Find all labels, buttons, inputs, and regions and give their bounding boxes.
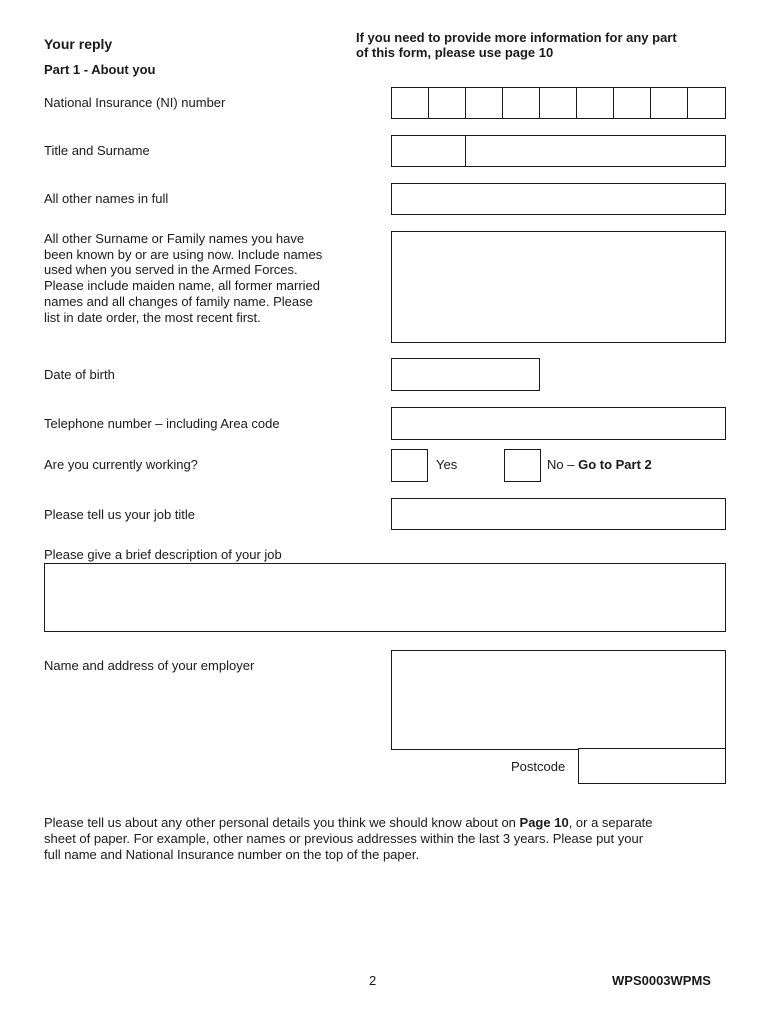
other-names-input[interactable] [391, 183, 726, 215]
job-title-label: Please tell us your job title [44, 507, 196, 522]
employer-input[interactable] [391, 650, 726, 750]
title-input[interactable] [391, 135, 466, 167]
form-code: WPS0003WPMS [612, 973, 711, 988]
more-info-note [356, 30, 677, 60]
note-line-3: full name and National Insurance number on the top of the paper. [44, 846, 420, 862]
family-names-line: used when you served in the Armed Forces. [44, 262, 298, 278]
telephone-input[interactable] [391, 407, 726, 440]
surname-input[interactable] [465, 135, 726, 167]
postcode-input[interactable] [578, 748, 726, 784]
yes-checkbox[interactable] [391, 449, 428, 482]
go-to-part-2: Go to Part 2 [578, 457, 652, 472]
ni-cell-8[interactable] [651, 88, 688, 118]
ni-cell-1[interactable] [392, 88, 429, 118]
family-names-line: Please include maiden name, all former married [44, 278, 321, 294]
page-number: 2 [369, 973, 377, 988]
family-names-line: been known by or are using now. Include names [44, 246, 323, 262]
page-10-ref: Page 10 [519, 815, 569, 830]
job-description-label: Please give a brief description of your job [44, 547, 282, 562]
other-names-label: All other names in full [44, 191, 169, 206]
no-label-prefix: No – [547, 457, 579, 472]
dob-label: Date of birth [44, 367, 115, 382]
ni-cell-7[interactable] [614, 88, 651, 118]
employer-label: Name and address of your employer [44, 658, 255, 673]
job-description-input[interactable] [44, 563, 726, 632]
ni-number-label: National Insurance (NI) number [44, 95, 226, 110]
ni-number-input[interactable] [391, 87, 726, 119]
ni-cell-3[interactable] [466, 88, 503, 118]
note-line-1-pre: Please tell us about any other personal details you think we should know about on [44, 815, 520, 830]
more-info-line1: If you need to provide more information for any part [356, 30, 677, 45]
note-line-1 [44, 815, 734, 831]
dob-input[interactable] [391, 358, 540, 391]
note-line-2: sheet of paper. For example, other names or previous addresses within the last 3 years. Please put your [44, 830, 644, 846]
yes-label: Yes [436, 457, 458, 472]
job-title-input[interactable] [391, 498, 726, 530]
other-details-note [44, 815, 734, 862]
ni-cell-4[interactable] [503, 88, 540, 118]
ni-cell-5[interactable] [540, 88, 577, 118]
more-info-line2: of this form, please use page 10 [356, 45, 554, 60]
family-names-line: list in date order, the most recent first. [44, 309, 261, 325]
working-question-label: Are you currently working? [44, 457, 198, 472]
part-title: Part 1 - About you [44, 62, 156, 77]
family-names-line: names and all changes of family name. Please [44, 293, 313, 309]
ni-cell-6[interactable] [577, 88, 614, 118]
telephone-label: Telephone number – including Area code [44, 416, 280, 431]
your-reply-heading: Your reply [44, 36, 113, 52]
no-label [547, 457, 652, 472]
note-line-1-post: , or a separate [568, 815, 653, 830]
postcode-label: Postcode [511, 759, 566, 774]
no-checkbox[interactable] [504, 449, 541, 482]
title-surname-label: Title and Surname [44, 143, 150, 158]
ni-cell-2[interactable] [429, 88, 466, 118]
family-names-label [44, 231, 322, 325]
family-names-input[interactable] [391, 231, 726, 343]
family-names-line: All other Surname or Family names you have [44, 231, 305, 246]
